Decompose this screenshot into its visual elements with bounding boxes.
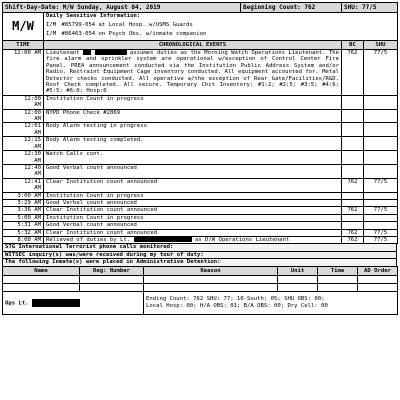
event-text: NYPD Phone Check #2869 xyxy=(44,109,342,123)
ad-reg-header: Reg: Number xyxy=(80,266,144,275)
event-bc xyxy=(342,199,364,206)
event-bc xyxy=(342,137,364,151)
event-time: 5:31 AM xyxy=(3,222,44,229)
event-text: Clear Institution count announced xyxy=(44,207,342,214)
event-bc: 762 xyxy=(342,178,364,192)
info-code: I/M xyxy=(44,22,60,31)
event-bc: 762 xyxy=(342,229,364,236)
redaction-bar xyxy=(83,50,91,55)
events-column-header: CHRONOLOGICAL EVENTS xyxy=(44,41,342,50)
event-bc xyxy=(342,151,364,165)
event-row xyxy=(3,109,398,123)
event-shu xyxy=(364,164,398,178)
event-shu: 77/5 xyxy=(364,50,398,96)
event-shu xyxy=(364,95,398,109)
ops-lieutenant: Ops Lt. xyxy=(3,291,144,314)
event-row xyxy=(3,164,398,178)
event-text: Institution Count in progress xyxy=(44,214,342,221)
redaction-bar xyxy=(134,237,192,242)
event-row xyxy=(3,192,398,199)
event-text: Clear Institution count announced xyxy=(44,178,342,192)
event-time: 12:40 AM xyxy=(3,164,44,178)
event-row xyxy=(3,199,398,206)
event-text: Good Verbal count announced xyxy=(44,199,342,206)
event-bc xyxy=(342,109,364,123)
event-shu: 77/5 xyxy=(364,178,398,192)
event-text: Relieved of duties by Lt. as D/W Operations Lieutenant xyxy=(44,236,342,243)
event-row xyxy=(3,151,398,165)
info-code: I/M xyxy=(44,31,60,41)
redaction-bar xyxy=(32,299,80,307)
event-row xyxy=(3,178,398,192)
shift-log-document xyxy=(2,2,397,397)
event-text: Watch Calls cont. xyxy=(44,151,342,165)
event-shu xyxy=(364,137,398,151)
event-time: 8:00 AM xyxy=(3,236,44,243)
event-row xyxy=(3,214,398,221)
event-bc xyxy=(342,214,364,221)
event-bc xyxy=(342,95,364,109)
beginning-count: Beginning Count: 762 xyxy=(241,3,342,13)
event-shu xyxy=(364,123,398,137)
notes-table xyxy=(2,243,397,266)
event-time: 5:32 AM xyxy=(3,229,44,236)
ad-note: The following Inmate(s) were placed in Administrative Detention: xyxy=(3,259,397,266)
ad-unit-header: Unit xyxy=(278,266,318,275)
event-row xyxy=(3,207,398,214)
event-time: 12:00 AM xyxy=(3,95,44,109)
event-bc: 762 xyxy=(342,207,364,214)
event-bc xyxy=(342,123,364,137)
event-bc: 762 xyxy=(342,50,364,96)
event-bc xyxy=(342,192,364,199)
event-shu: 77/5 xyxy=(364,207,398,214)
event-time: 3:36 AM xyxy=(3,207,44,214)
event-shu: 77/5 xyxy=(364,236,398,243)
event-text: Good Verbal count announced xyxy=(44,164,342,178)
ad-reason-header: Reason xyxy=(144,266,278,275)
event-time: 12:41 AM xyxy=(3,178,44,192)
event-text: Institution Count in progress xyxy=(44,95,342,109)
event-shu xyxy=(364,199,398,206)
redaction-bar xyxy=(95,50,127,55)
sensitive-info-table xyxy=(2,12,398,41)
ad-empty-row xyxy=(3,275,398,283)
event-row xyxy=(3,222,398,229)
time-column-header: TIME xyxy=(3,41,44,50)
event-time: 3:29 AM xyxy=(3,199,44,206)
event-shu: 77/5 xyxy=(364,229,398,236)
event-row xyxy=(3,50,398,96)
event-text: Body Alarm testing in progress xyxy=(44,123,342,137)
event-row xyxy=(3,123,398,137)
unit-label: M/W xyxy=(3,13,44,41)
stg-note: STG International Terrorist phone calls monitored: xyxy=(3,244,397,251)
shu-column-header: SHU xyxy=(364,41,398,50)
shu-count: SHU: 77/5 xyxy=(342,3,398,13)
ending-count: Ending Count: 762 SHU: 77; 10-South: 05; SHU OBS: 00; Local Hosp: 00; H/A OBS: 01; B/A OBS: 00; Dry Cell: 00 xyxy=(144,291,398,314)
info-text: #85799-054 at Local Hosp. w/USMS Guards xyxy=(60,22,398,31)
ad-time-header: Time xyxy=(318,266,358,275)
event-time: 12:30 AM xyxy=(3,151,44,165)
event-text: Body Alarm testing completed. xyxy=(44,137,342,151)
info-text: #86463-054 on Psych Obs. w/inmate companion xyxy=(60,31,398,41)
ad-name-header: Name xyxy=(3,266,80,275)
event-shu xyxy=(364,109,398,123)
event-time: 12:00 AM xyxy=(3,109,44,123)
event-time: 3:00 AM xyxy=(3,192,44,199)
event-time: 12:00 AM xyxy=(3,50,44,96)
event-time: 12:15 AM xyxy=(3,137,44,151)
event-text: Clear Institution count announced xyxy=(44,229,342,236)
event-row xyxy=(3,137,398,151)
bc-column-header: BC xyxy=(342,41,364,50)
event-shu xyxy=(364,222,398,229)
event-shu xyxy=(364,192,398,199)
event-row xyxy=(3,229,398,236)
events-table xyxy=(2,40,398,244)
event-shu xyxy=(364,214,398,221)
event-text: Lieutenant assumes duties as the Morning Watch Operations Lieutenant. The fire alarm and sprinkler system are operational w/exception of Control Center Fire Panel. PREA announcement conducted via the Institution Public Address System and/or Radio. Restraint Equipment Cage inventory conducted. All equipment accounted for. Metal Detector checks conducted. All operative w/the exception of Rear Gate/Facilities/R&D. Roof Check completed. All secure. Temporary Chit Inventory: #1:2; #2:5; #3:5; #4:6; #5:5; #6:0; Hosp:0 xyxy=(44,50,342,96)
event-text: Good Verbal count announced xyxy=(44,222,342,229)
ad-order-header: AD Order xyxy=(358,266,398,275)
ad-table xyxy=(2,266,398,292)
event-bc: 762 xyxy=(342,236,364,243)
footer-table xyxy=(2,291,398,315)
event-bc xyxy=(342,222,364,229)
event-time: 5:00 AM xyxy=(3,214,44,221)
event-row xyxy=(3,95,398,109)
shift-day-date: Shift-Day-Date: M/W Sunday, August 04, 2019 xyxy=(3,3,241,13)
sensitive-info-heading: Daily Sensitive Information: xyxy=(44,13,398,23)
witsec-note: WITSEC inquiry(s) was/were received during my tour of duty: xyxy=(3,251,397,258)
event-time: 12:01 AM xyxy=(3,123,44,137)
event-text: Institution Count in progress xyxy=(44,192,342,199)
event-bc xyxy=(342,164,364,178)
event-shu xyxy=(364,151,398,165)
